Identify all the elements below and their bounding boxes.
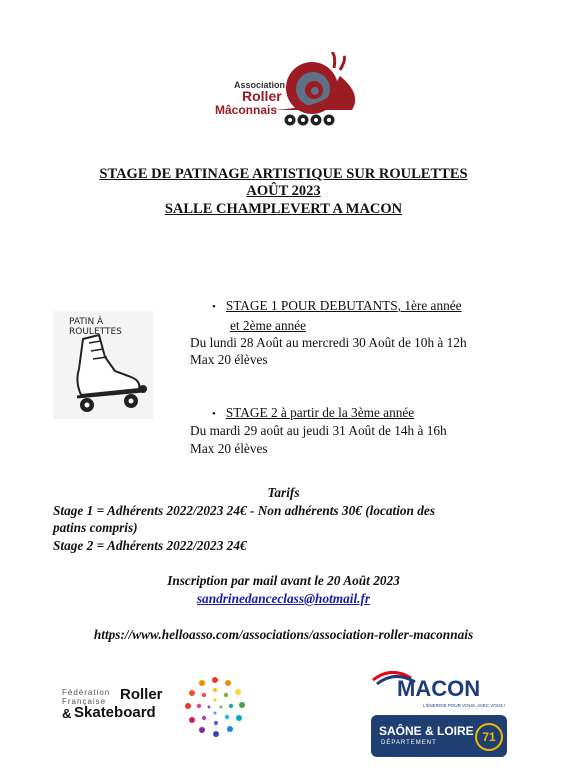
tarifs-line1: Stage 1 = Adhérents 2022/2023 24€ - Non adhérents 30€ (location des (53, 503, 435, 518)
bullet-icon: • (212, 408, 216, 420)
saone-et-loire-logo (371, 715, 507, 757)
macon-tagline: L'ÉNERGIE POUR VOUS, AVEC VOUS ! (423, 703, 506, 708)
saone-name: SAÔNE & LOIRE (379, 724, 474, 738)
macon-name: MACON (397, 676, 481, 701)
stage1-max: Max 20 élèves (190, 352, 268, 367)
stage2-max: Max 20 élèves (190, 441, 268, 456)
ffrs-logo (58, 672, 253, 742)
stage1-year: , 1ère année (397, 298, 462, 313)
snail-icon (212, 52, 362, 132)
stage1-dates: Du lundi 28 Août au mercredi 30 Août de 10h à 12h (190, 335, 467, 350)
ffrs-dots-icon (180, 672, 250, 742)
website-link[interactable]: https://www.helloasso.com/associations/association-roller-maconnais (93, 627, 474, 642)
association-logo (212, 52, 362, 132)
ffrs-roller: Roller (120, 686, 163, 703)
page-title-line3: SALLE CHAMPLEVERT A MACON (164, 201, 403, 217)
stage2-name: STAGE 2 à partir de la 3ème année (225, 405, 415, 420)
ffrs-line1: Fédération (62, 688, 111, 697)
bullet-icon: • (212, 301, 216, 313)
tarifs-heading: Tarifs (267, 485, 300, 500)
saone-sub: DÉPARTEMENT (381, 740, 437, 746)
ffrs-line2: Française (62, 697, 107, 706)
stage1-name: STAGE 1 POUR DEBUTANTS (225, 298, 398, 313)
saone-71-badge: 71 (475, 723, 503, 751)
macon-logo (371, 668, 507, 712)
logo-line-maconnais: Mâconnais (215, 103, 278, 117)
stage1-title-cont: et 2ème année (230, 318, 307, 333)
stage2-title (212, 404, 414, 423)
stage2-dates: Du mardi 29 août au jeudi 31 Août de 14h à 16h (190, 423, 447, 438)
inscription-email-row (0, 590, 567, 607)
ffrs-amp: & (62, 706, 72, 721)
tarifs-line2: patins compris) (53, 520, 138, 535)
logo-line-association: Association (234, 80, 286, 90)
drawing-caption: PATIN À ROULETTES (69, 317, 122, 337)
tarifs-line3: Stage 2 = Adhérents 2022/2023 24€ (53, 538, 247, 553)
page-title-line1: STAGE DE PATINAGE ARTISTIQUE SUR ROULETTES (99, 166, 468, 182)
roller-skate-drawing (53, 311, 153, 419)
ffrs-skateboard: Skateboard (74, 704, 156, 721)
page-title-line2: AOÛT 2023 (246, 183, 321, 199)
email-link[interactable]: sandrinedanceclass@hotmail.fr (196, 591, 371, 606)
stage1-title (212, 297, 462, 316)
inscription-text: Inscription par mail avant le 20 Août 2023 (167, 573, 400, 588)
logo-line-roller: Roller (242, 88, 282, 104)
